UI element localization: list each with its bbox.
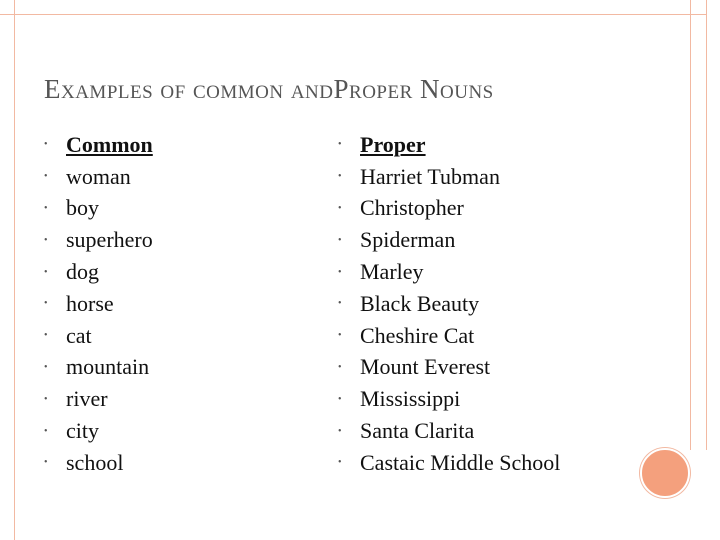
bullet-icon: • [338, 139, 342, 151]
list-item [338, 288, 560, 320]
common-noun: horse [66, 290, 114, 316]
list-item [44, 256, 153, 288]
bullet-icon: • [44, 361, 48, 373]
proper-noun: Mount Everest [360, 354, 491, 380]
proper-noun: Santa Clarita [360, 418, 475, 444]
common-noun: boy [66, 195, 99, 221]
bullet-icon: • [338, 457, 342, 469]
frame-left-line [14, 0, 15, 540]
frame-top-line [0, 0, 706, 15]
list-item [338, 447, 560, 479]
frame-right-line-outer [706, 0, 707, 450]
common-column-header: Common [66, 131, 153, 157]
bullet-icon: • [338, 361, 342, 373]
list-item [44, 447, 153, 479]
bullet-icon: • [44, 425, 48, 437]
list-item [44, 224, 153, 256]
list-item [44, 415, 153, 447]
bullet-icon: • [338, 425, 342, 437]
list-item [338, 129, 560, 161]
common-noun: dog [66, 259, 99, 285]
common-noun: city [66, 418, 99, 444]
bullet-icon: • [44, 202, 48, 214]
common-noun: woman [66, 163, 131, 189]
proper-column-header: Proper [360, 131, 426, 157]
bullet-icon: • [338, 266, 342, 278]
list-item [338, 352, 560, 384]
list-item [338, 320, 560, 352]
list-item [44, 320, 153, 352]
frame-right-line [690, 0, 691, 450]
bullet-icon: • [338, 393, 342, 405]
decorative-circle [640, 448, 690, 498]
proper-noun: Christopher [360, 195, 464, 221]
bullet-icon: • [44, 234, 48, 246]
proper-nouns-list [338, 129, 560, 479]
proper-noun: Black Beauty [360, 290, 480, 316]
list-item [338, 383, 560, 415]
list-item [44, 161, 153, 193]
proper-noun: Castaic Middle School [360, 449, 561, 475]
common-noun: river [66, 386, 108, 412]
bullet-icon: • [338, 202, 342, 214]
bullet-icon: • [44, 330, 48, 342]
proper-noun: Spiderman [360, 227, 456, 253]
list-item [44, 352, 153, 384]
list-item [44, 129, 153, 161]
bullet-icon: • [44, 457, 48, 469]
proper-noun: Cheshire Cat [360, 322, 475, 348]
list-item [44, 383, 153, 415]
list-item [44, 193, 153, 225]
bullet-icon: • [44, 393, 48, 405]
list-item [44, 288, 153, 320]
bullet-icon: • [44, 171, 48, 183]
common-noun: superhero [66, 227, 153, 253]
bullet-icon: • [44, 139, 48, 151]
list-item [338, 256, 560, 288]
list-item [338, 193, 560, 225]
proper-noun: Mississippi [360, 386, 461, 412]
common-noun: school [66, 449, 124, 475]
bullet-icon: • [44, 298, 48, 310]
list-item [338, 161, 560, 193]
common-noun: mountain [66, 354, 150, 380]
proper-noun: Marley [360, 259, 424, 285]
bullet-icon: • [338, 330, 342, 342]
bullet-icon: • [338, 171, 342, 183]
list-item [338, 415, 560, 447]
bullet-icon: • [338, 298, 342, 310]
proper-noun: Harriet Tubman [360, 163, 500, 189]
list-item [338, 224, 560, 256]
common-noun: cat [66, 322, 92, 348]
slide-title: Examples of common andProper Nouns [44, 74, 494, 104]
bullet-icon: • [44, 266, 48, 278]
common-nouns-list [44, 129, 153, 479]
bullet-icon: • [338, 234, 342, 246]
